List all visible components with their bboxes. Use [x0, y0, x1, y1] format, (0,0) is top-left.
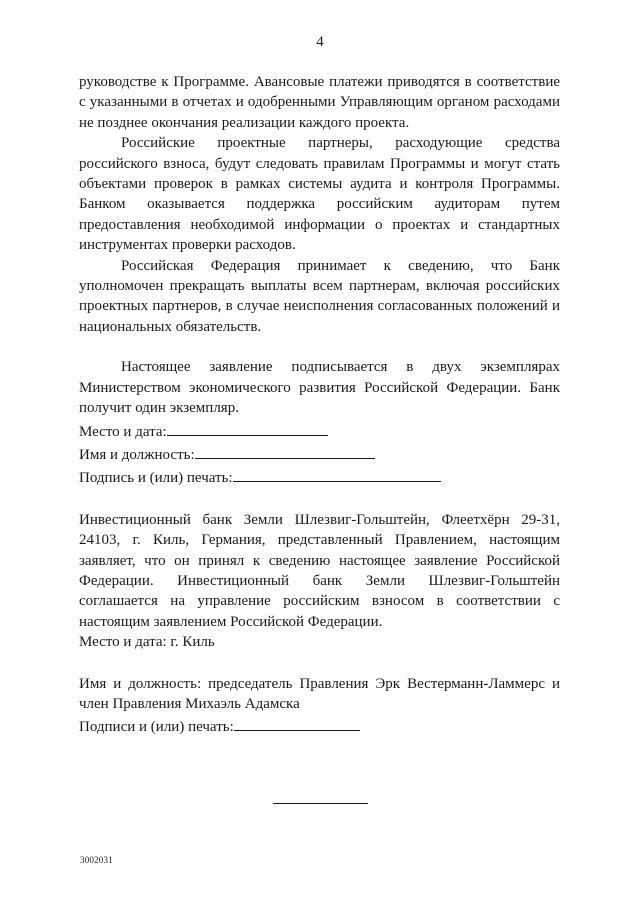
- signatures-label: Подписи и (или) печать:: [79, 719, 234, 736]
- signatures-field: [79, 714, 560, 737]
- page-number: 4: [316, 34, 324, 50]
- signature-label: Подпись и (или) печать:: [79, 470, 233, 487]
- place-date-label: Место и дата:: [79, 423, 167, 440]
- name-position-bank: Имя и должность: председатель Правления Эрк Вестерманн-Ламмерс и член Правления Михаэль Адамска: [79, 675, 560, 712]
- separator-line: [273, 803, 368, 804]
- name-position-label: Имя и должность:: [79, 446, 195, 463]
- place-date-kiel: Место и дата: г. Киль: [79, 634, 215, 651]
- paragraph-payment-termination: Российская Федерация принимает к сведению, что Банк уполномочен прекращать выплаты всем партнерам, включая российских проектных партнеров, в случае неисполнения согласованных положений и национальных обязательств.: [79, 257, 560, 335]
- document-code: 3002031: [80, 855, 113, 865]
- name-position-field: [79, 442, 560, 465]
- signature-field: [79, 465, 560, 488]
- paragraph-bank-acknowledgement: Инвестиционный банк Земли Шлезвиг-Гольштейн, Флеетхёрн 29-31, 24103, г. Киль, Германия, представленный Правлением, настоящим заявляет, что он принял к сведению настоящее заявление Российской Федерации. Инвестиционный банк Земли Шлезвиг-Гольштейн соглашается на управление российским взносом в соответствии с настоящим заявлением Российской Федерации.: [79, 511, 560, 630]
- paragraph-russian-partners: Российские проектные партнеры, расходующие средства российского взноса, будут следовать правилам Программы и могут стать объектами проверок в рамках системы аудита и контроля Программы. Банком оказывается поддержка российским аудиторам путем предоставления необходимой информации о проектах и стандартных инструментах проверки расходов.: [79, 135, 560, 254]
- document-body: [79, 72, 560, 738]
- name-position-blank: [195, 442, 375, 459]
- paragraph-signing-statement: Настоящее заявление подписывается в двух экземплярах Министерством экономического развития Российской Федерации. Банк получит один экземпляр.: [79, 359, 560, 417]
- signatures-blank: [234, 714, 360, 731]
- signature-blank: [233, 465, 441, 482]
- paragraph-advance-payments: руководстве к Программе. Авансовые платежи приводятся в соответствие с указанными в отчетах и одобренными Управляющим органом расходами не позднее окончания реализации каждого проекта.: [79, 74, 560, 131]
- place-date-field: [79, 419, 560, 442]
- place-date-blank: [167, 419, 328, 436]
